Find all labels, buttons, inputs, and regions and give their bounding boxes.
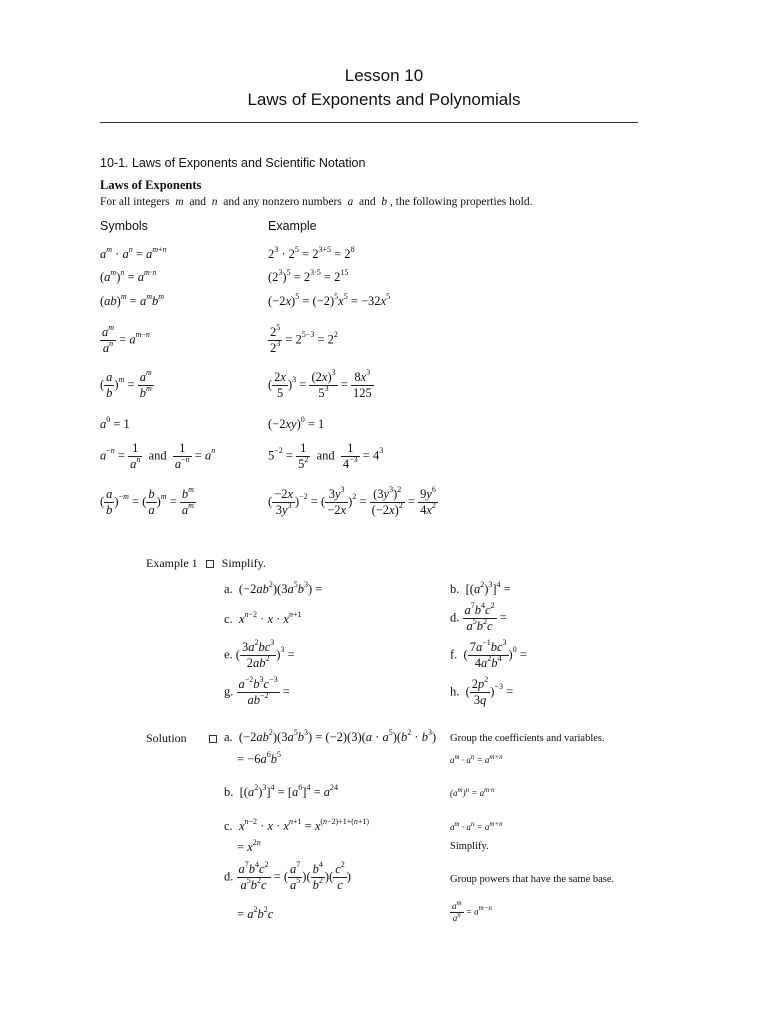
law-zero-example: $(-2xy)^0 = 1$	[268, 415, 325, 431]
solution-a-line1: a. $(-2ab^2)(3a^5b^3) = (-2)(3)(a \cdot a^5)(b^2 \cdot b^3)$	[224, 728, 437, 744]
law-quotient-power-symbol: ( $\frac{a}{b}$ )$^m$ = $\frac{a^m}{b^m}$	[100, 368, 152, 401]
problem-b: b. $[(a^2)^3]^4$ =	[450, 580, 511, 596]
solution-header	[146, 731, 225, 746]
solution-c-note: Simplify.	[450, 841, 489, 852]
example1-label: Example 1	[146, 556, 198, 570]
problem-f: f. ( $\frac{7a^{-1}bc^3}{4a^2b^4}$ )$^0$ =	[450, 638, 527, 671]
law-product-power-symbol: $(ab)^m = a^mb^m$	[100, 292, 164, 308]
solution-a-note: Group the coefficients and variables.	[450, 733, 605, 744]
example-marker-icon	[206, 560, 214, 568]
law-negative-example: $5^{-2}$ = $\frac{1}{5^2}$ and $\frac{1}{4^{-3}}$ = $4^3$	[268, 441, 384, 472]
law-power-example: $(2^3)^5 = 2^{3\cdot 5} = 2^{15}$	[268, 268, 349, 284]
example1-instruction: Simplify.	[221, 556, 266, 570]
law-power-symbol: $(a^m)^n = a^{m\cdot n}$	[100, 268, 157, 284]
solution-c-line1: c. $x^{n-2} \cdot x \cdot x^{n+1} = x^{(n-2)+1+(n+1)}$	[224, 817, 370, 833]
law-product-symbol: $a^m \cdot a^n = a^{m+n}$	[100, 245, 167, 261]
solution-d-rule: $\frac{a^m}{a^n}$ = $a^{m-n}$	[452, 899, 492, 924]
intro-suffix: , the following properties hold.	[390, 196, 533, 208]
lesson-title: Laws of Exponents and Polynomials	[247, 90, 521, 109]
example1-header	[146, 556, 266, 571]
law-negative-symbol: $a^{-n}$ = $\frac{1}{a^n}$ and $\frac{1}{a^{-n}}$ = $a^n$	[100, 441, 216, 472]
solution-d-line2: = $a^2b^2c$	[237, 905, 274, 921]
problem-c: c. $x^{n-2} \cdot x \cdot x^{n+1}$	[224, 610, 302, 626]
problem-d: d. $\frac{a^7b^4c^2}{a^5b^2c}$ =	[450, 601, 507, 634]
law-product-power-example: $(-2x)^5 = (-2)^5x^5 = -32x^5$	[268, 292, 391, 308]
intro-text: For all integers m and n and any nonzero numbers a and b , the following properties hold.	[100, 196, 533, 208]
solution-b-rule: $(a^m)^n = a^{m\cdot n}$	[450, 786, 495, 798]
solution-d-line1: d. $\frac{a^7b^4c^2}{a^5b^2c}$ = ( $\frac{a^7}{a^5}$ )( $\frac{b^4}{b^2}$ )( $\frac{c^2}{c}$ )	[224, 860, 351, 893]
law-negative-quotient-example: ( $\frac{-2x}{3y^3}$ )$^{-2}$ = ( $\frac{3y^3}{-2x}$ )$^2$ = $\frac{(3y^3)^2}{(-2x)^2}$ = $\frac{9y^6}{4x^2}$	[268, 485, 436, 518]
col-example-header: Example	[268, 219, 317, 233]
law-quotient-example: $\frac{2^5}{2^3}$ = $2^{5-3} = 2^2$	[270, 323, 338, 356]
solution-marker-icon	[209, 735, 217, 743]
law-product-example: $2^3 \cdot 2^5 = 2^{3+5} = 2^8$	[268, 245, 355, 261]
problem-a: a. $(-2ab^2)(3a^5b^3)$ =	[224, 580, 323, 596]
law-quotient-power-example: ( $\frac{2x}{5}$ )$^3$ = $\frac{(2x)^3}{5^3}$ = $\frac{8x^3}{125}$	[268, 368, 372, 401]
solution-a-rule: $a^m \cdot a^n = a^{m+n}$	[450, 753, 503, 765]
lesson-number: Lesson 10	[344, 66, 424, 85]
problem-h: h. ( $\frac{2p^2}{3q}$ )$^{-3}$ =	[450, 675, 514, 708]
problem-e: e. ( $\frac{3a^2bc^3}{2ab^2}$ )$^3$ =	[224, 638, 295, 671]
solution-b: b. $[(a^2)^3]^4 = [a^6]^4 = a^{24}$	[224, 783, 338, 799]
title-rule	[100, 122, 638, 123]
solution-a-line2: = $-6a^6b^5$	[237, 750, 281, 766]
solution-label: Solution	[146, 731, 187, 745]
section-heading: 10-1. Laws of Exponents and Scientific Notation	[100, 156, 366, 170]
solution-c-line2: = $x^{2n}$	[237, 838, 261, 854]
solution-c-rule: $a^m \cdot a^n = a^{m+n}$	[450, 820, 503, 832]
problem-g: g. $\frac{a^{-2}b^3c^{-3}}{ab^{-2}}$ =	[224, 675, 290, 708]
intro-prefix: For all integers	[100, 196, 170, 208]
subheading: Laws of Exponents	[100, 178, 202, 192]
law-quotient-symbol: $\frac{a^m}{a^n}$ = $a^{m-n}$	[102, 323, 150, 356]
solution-d-note: Group powers that have the same base.	[450, 874, 615, 885]
law-zero-symbol: $a^0 = 1$	[100, 415, 130, 431]
col-symbols-header: Symbols	[100, 219, 148, 233]
law-negative-quotient-symbol: ( $\frac{a}{b}$ )$^{-m}$ = ( $\frac{b}{a}$ )$^m$ = $\frac{b^m}{a^m}$	[100, 485, 194, 518]
